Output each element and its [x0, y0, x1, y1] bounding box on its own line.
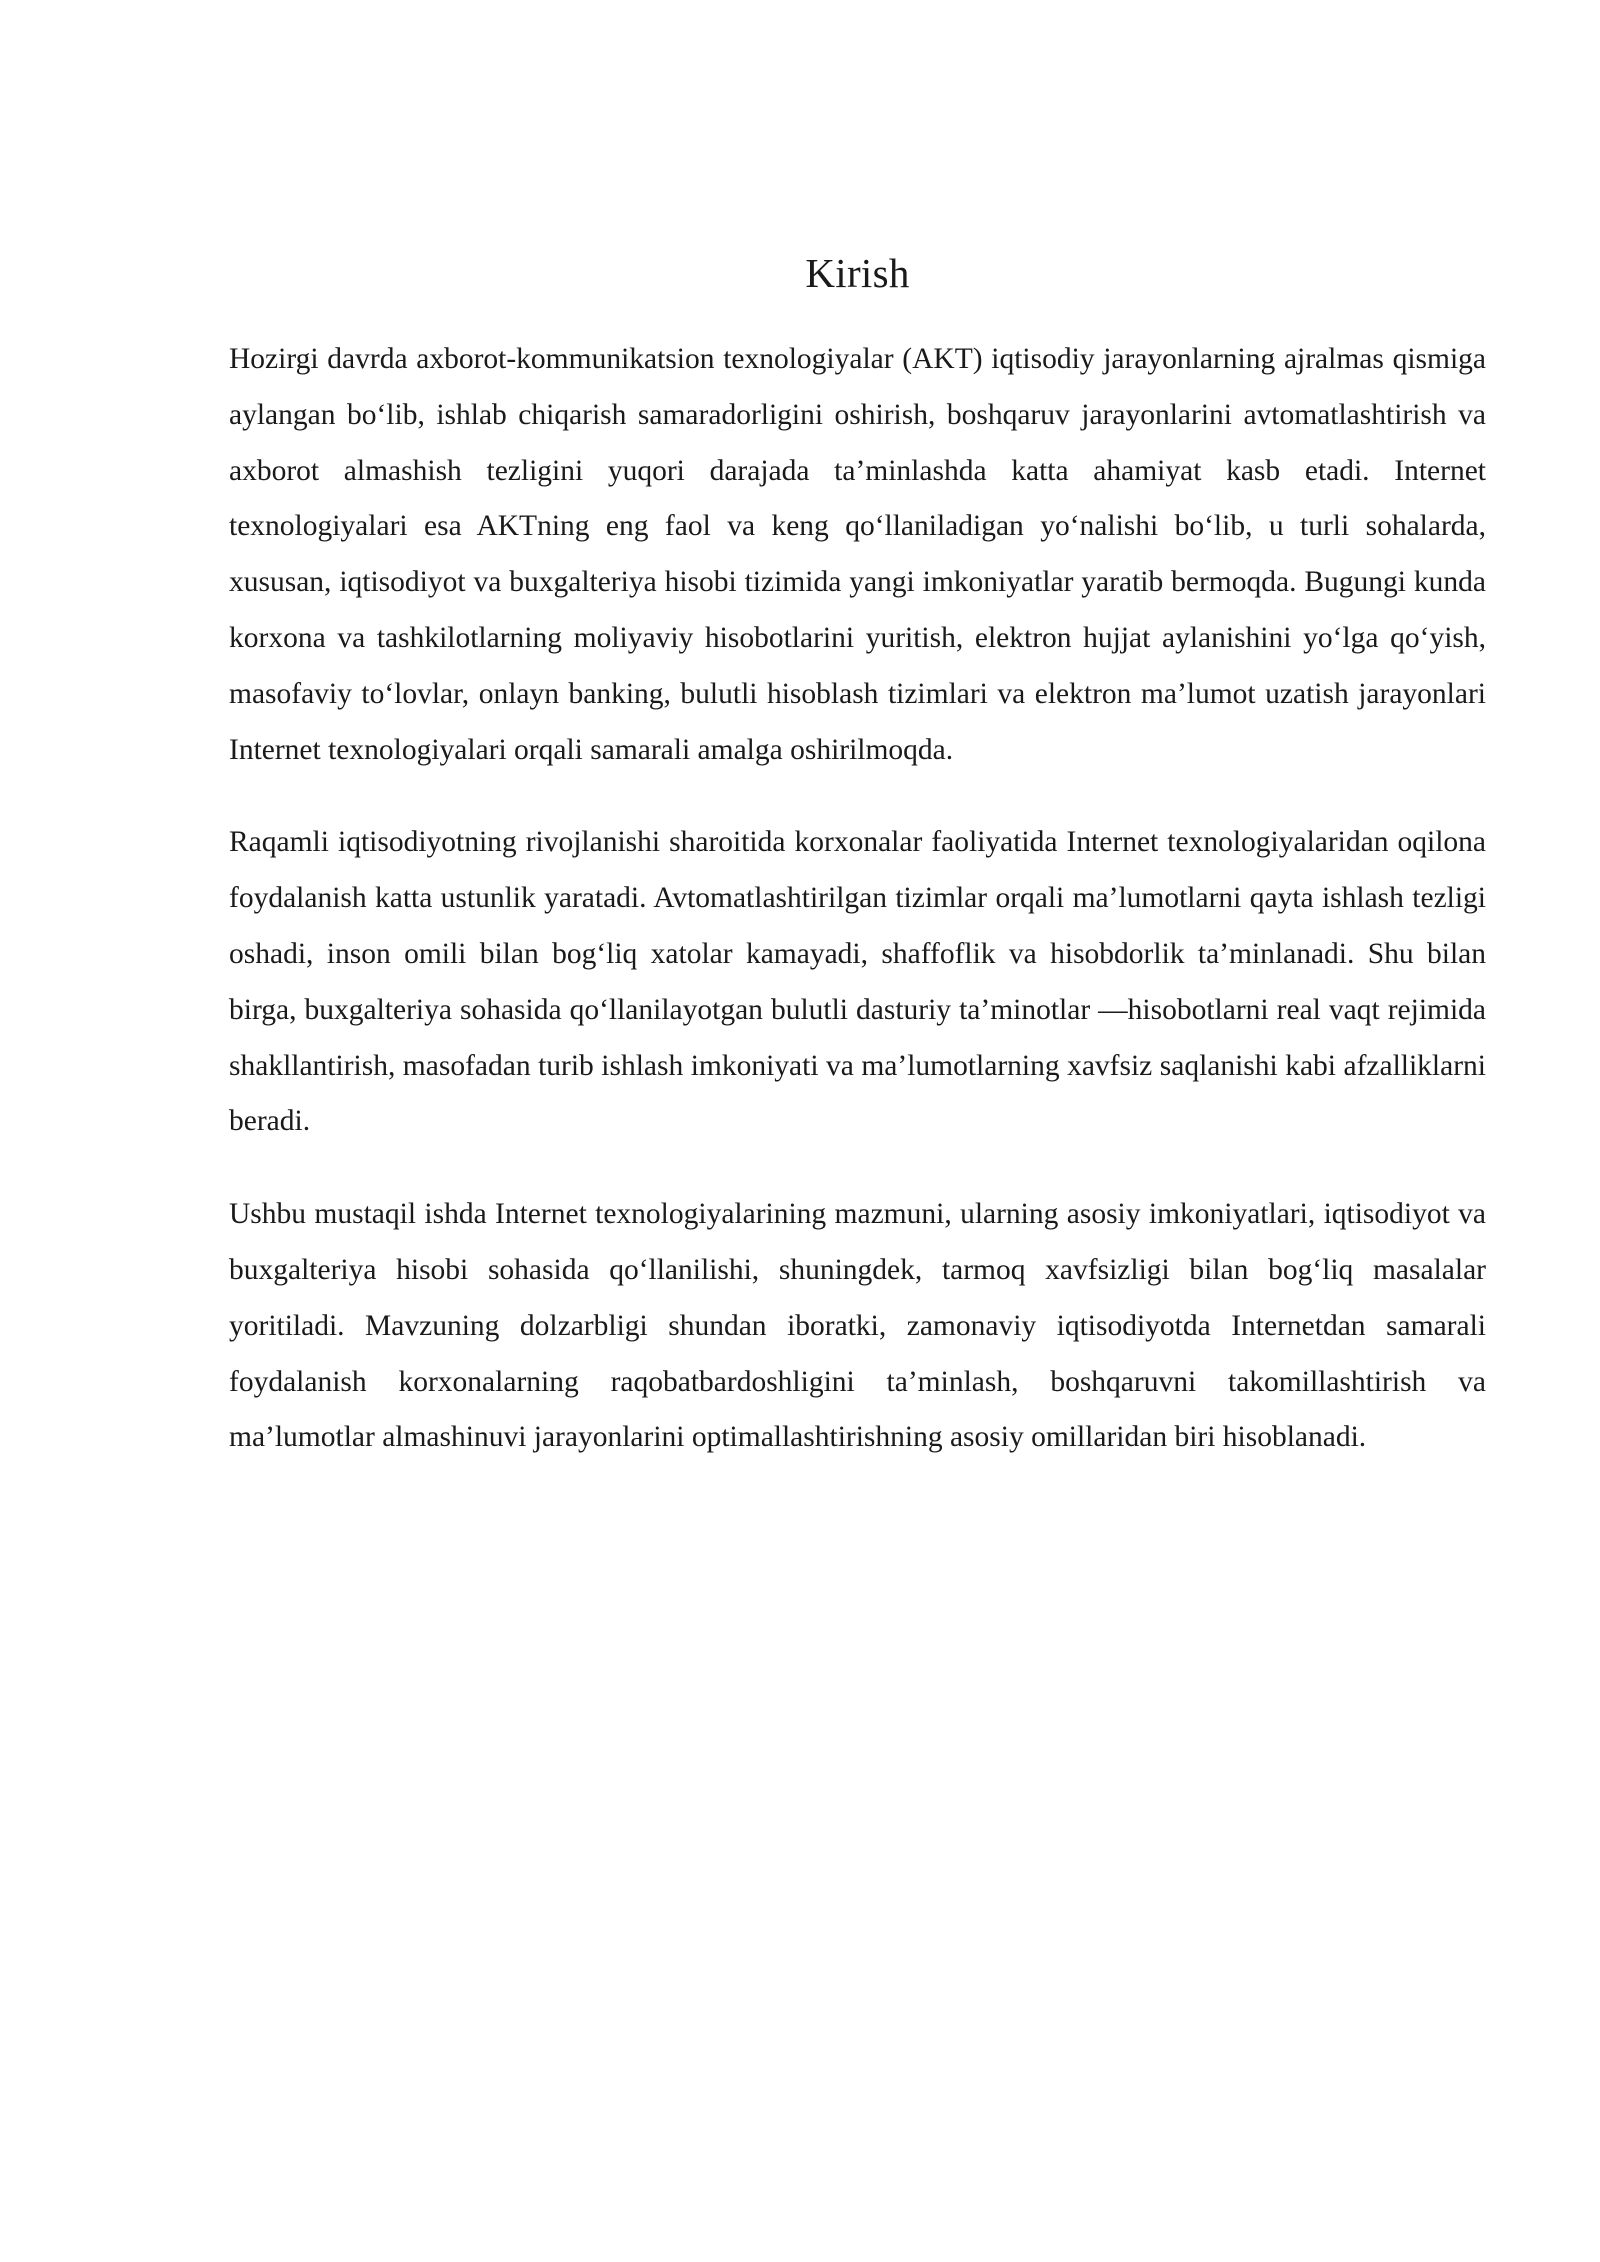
document-body: [229, 238, 1486, 1503]
paragraph-3: Ushbu mustaqil ishda Internet texnologiyalarining mazmuni, ularning asosiy imkoniyatlari, iqtisodiyot va buxgalteriya hisobi sohasida qo‘llanilishi, shuningdek, tarmoq xavfsizligi bilan bog‘liq masalalar yoritiladi. Mavzuning dolzarbligi shundan iboratki, zamonaviy iqtisodiyotda Internetdan samarali foydalanish korxonalarning raqobatbardoshligini ta’minlash, boshqaruvni takomillashtirish va ma’lumotlar almashinuvi jarayonlarini optimallashtirishning asosiy omillaridan biri hisoblanadi.: [229, 1198, 1486, 1454]
page-title: Kirish: [805, 250, 910, 296]
paragraph-2: Raqamli iqtisodiyotning rivojlanishi sharoitida korxonalar faoliyatida Internet texnologiyalaridan oqilona foydalanish katta ustunlik yaratadi. Avtomatlashtirilgan tizimlar orqali ma’lumotlarni qayta ishlash tezligi oshadi, inson omili bilan bog‘liq xatolar kamayadi, shaffoflik va hisobdorlik ta’minlanadi. Shu bilan birga, buxgalteriya sohasida qo‘llanilayotgan bulutli dasturiy ta’minotlar —hisobotlarni real vaqt rejimida shakllantirish, masofadan turib ishlash imkoniyati va ma’lumotlarning xavfsiz saqlanishi kabi afzalliklarni beradi.: [229, 826, 1486, 1138]
paragraph-1: Hozirgi davrda axborot-kommunikatsion texnologiyalar (AKT) iqtisodiy jarayonlarning ajralmas qismiga aylangan bo‘lib, ishlab chiqarish samaradorligini oshirish, boshqaruv jarayonlarini avtomatlashtirish va axborot almashish tezligini yuqori darajada ta’minlashda katta ahamiyat kasb etadi. Internet texnologiyalari esa AKTning eng faol va keng qo‘llaniladigan yo‘nalishi bo‘lib, u turli sohalarda, xususan, iqtisodiyot va buxgalteriya hisobi tizimida yangi imkoniyatlar yaratib bermoqda. Bugungi kunda korxona va tashkilotlarning moliyaviy hisobotlarini yuritish, elektron hujjat aylanishini yo‘lga qo‘yish, masofaviy to‘lovlar, onlayn banking, bulutli hisoblash tizimlari va elektron ma’lumot uzatish jarayonlari Internet texnologiyalari orqali samarali amalga oshirilmoqda.: [229, 343, 1486, 766]
